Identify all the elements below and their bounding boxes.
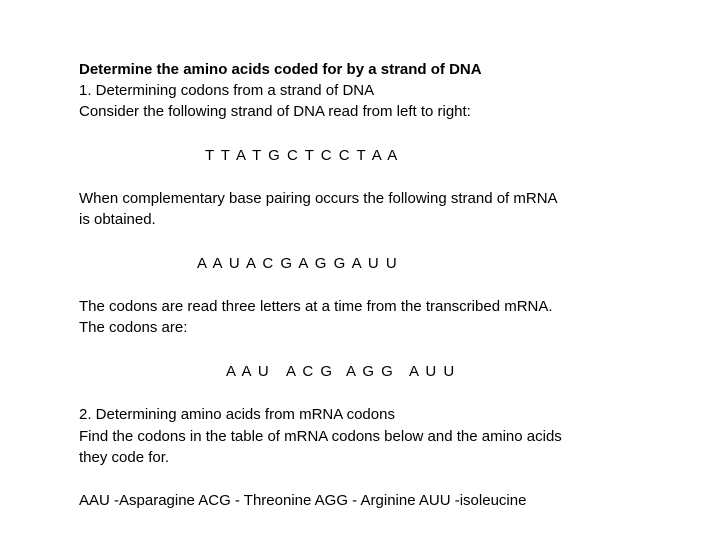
section2-text-line2: they code for. [79, 449, 170, 466]
complement-text-line2: is obtained. [79, 211, 156, 228]
section2-heading: 2. Determining amino acids from mRNA codons [79, 406, 395, 423]
codon-text-line1: The codons are read three letters at a time from the transcribed mRNA. [79, 298, 553, 315]
codon-4: A U U [409, 363, 456, 380]
codon-text-line2: The codons are: [79, 319, 188, 336]
section1-heading: 1. Determining codons from a strand of DNA [79, 82, 375, 99]
page-title: Determine the amino acids coded for by a strand of DNA [79, 61, 482, 78]
codon-3: A G G [346, 363, 395, 380]
section2-text-line1: Find the codons in the table of mRNA codons below and the amino acids [79, 428, 562, 445]
dna-strand: T T A T G C T C C T A A [205, 147, 399, 164]
section1-intro: Consider the following strand of DNA read from left to right: [79, 103, 471, 120]
amino-acid-result: AAU -Asparagine ACG - Threonine AGG - Arginine AUU -isoleucine [79, 492, 527, 509]
codon-2: A C G [286, 363, 334, 380]
codon-1: A A U [226, 363, 271, 380]
mrna-strand: A A U A C G A G G A U U [197, 255, 399, 272]
complement-text-line1: When complementary base pairing occurs the following strand of mRNA [79, 190, 558, 207]
